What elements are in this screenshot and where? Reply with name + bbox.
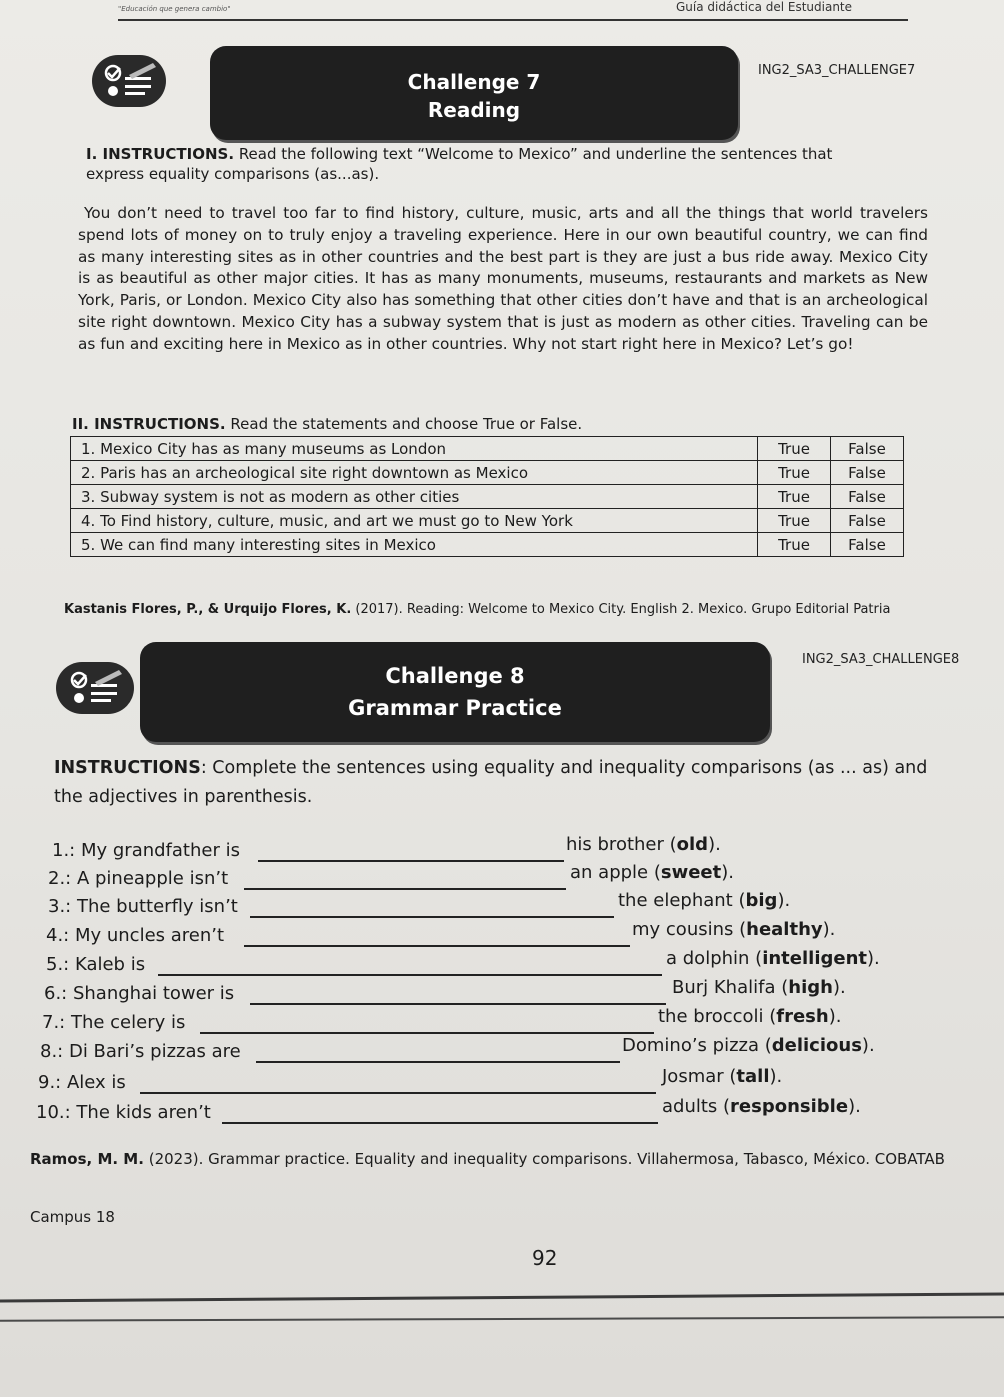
sentence-end <box>570 862 734 883</box>
sentence-start: 10.: The kids aren’t <box>36 1102 211 1123</box>
challenge8-instructions <box>54 754 944 812</box>
citation8-authors: Ramos, M. M. <box>30 1150 144 1168</box>
statement-text: 4. To Find history, culture, music, and art we must go to New York <box>71 509 758 533</box>
adjective: big <box>745 890 778 911</box>
false-option[interactable]: False <box>831 485 904 509</box>
adjective: old <box>676 834 709 855</box>
challenge8-subtitle: Grammar Practice <box>348 696 562 720</box>
sentence-close: ). <box>848 1096 861 1117</box>
answer-blank[interactable] <box>244 945 630 947</box>
answer-blank[interactable] <box>256 1061 620 1063</box>
citation8-campus: Campus 18 <box>30 1208 115 1226</box>
false-option[interactable]: False <box>831 533 904 557</box>
sentence-close: ). <box>828 1006 842 1027</box>
sentence-end <box>618 890 790 911</box>
instructions8-text: : Complete the sentences using equality and inequality comparisons (as ... as) and the adjectives in parenthesis. <box>54 758 928 807</box>
statement-text: 3. Subway system is not as modern as other cities <box>71 485 758 509</box>
sentence-start: 7.: The celery is <box>42 1012 186 1033</box>
footer-rule-2 <box>0 1316 1004 1322</box>
reading-passage: You don’t need to travel too far to find history, culture, music, arts and all the things that world travelers spend lots of money on to truly enjoy a traveling experience. Here in our own beautiful country, we can find as many interesting sites as in other countries and the best part is they are just a bus ride away. Mexico City is as beautiful as other major cities. It has as many monuments, museums, restaurants and markets as New York, Paris, or London. Mexico City also has something that other cities don’t have and that is an archeological site right downtown. Mexico City has a subway system that is just as modern as other cities. Traveling can be as fun and exciting here in Mexico as in other countries. Why not start right here in Mexico? Let’s go! <box>78 204 928 353</box>
sentence-end <box>662 1066 782 1087</box>
challenge8-code: ING2_SA3_CHALLENGE8 <box>802 652 960 667</box>
sentence-close: ). <box>708 834 721 855</box>
true-option[interactable]: True <box>758 509 831 533</box>
instructions2-label: II. INSTRUCTIONS. <box>72 415 226 433</box>
adjective: intelligent <box>762 948 868 969</box>
challenge7-subtitle: Reading <box>427 98 521 122</box>
true-option[interactable]: True <box>758 437 831 461</box>
false-option[interactable]: False <box>831 437 904 461</box>
challenge8-banner <box>140 642 770 742</box>
sentence-end-text: adults ( <box>662 1096 731 1117</box>
page-number: 92 <box>532 1246 558 1270</box>
false-option[interactable]: False <box>831 509 904 533</box>
sentence-close: ). <box>769 1066 783 1087</box>
sentence-end-text: Burj Khalifa ( <box>672 977 789 998</box>
header-motto: "Educación que genera cambio" <box>118 5 231 13</box>
header-guide-title: Guía didáctica del Estudiante <box>676 0 853 14</box>
statement-row <box>71 461 904 485</box>
sentence-end-text: a dolphin ( <box>666 948 763 969</box>
statement-text: 5. We can find many interesting sites in Mexico <box>71 533 758 557</box>
adjective: responsible <box>730 1096 849 1117</box>
citation8-rest: (2023). Grammar practice. Equality and inequality comparisons. Villahermosa, Tabasco, México. COBATAB <box>148 1150 945 1168</box>
instructions-label: I. INSTRUCTIONS. <box>86 145 235 163</box>
adjective: healthy <box>746 919 823 940</box>
sentence-end <box>632 919 835 940</box>
sentence-end <box>566 834 721 855</box>
true-option[interactable]: True <box>758 461 831 485</box>
checklist-pencil-icon <box>65 668 125 708</box>
adjective: sweet <box>660 862 722 883</box>
true-option[interactable]: True <box>758 485 831 509</box>
adjective: tall <box>736 1066 770 1087</box>
challenge7-instructions2 <box>72 414 872 434</box>
answer-blank[interactable] <box>158 974 662 976</box>
sentence-end <box>658 1006 841 1027</box>
sentence-close: ). <box>822 919 836 940</box>
sentence-start: 6.: Shanghai tower is <box>44 983 235 1004</box>
sentence-start: 4.: My uncles aren’t <box>46 925 225 946</box>
statement-row <box>71 437 904 461</box>
sentence-start: 1.: My grandfather is <box>52 840 240 861</box>
instructions-text: Read the following text “Welcome to Mexico” and underline the sentences that express equality comparisons (as...as). <box>86 145 833 183</box>
sentence-close: ). <box>832 977 846 998</box>
challenge7-citation <box>64 602 944 617</box>
sentence-close: ). <box>777 890 791 911</box>
instructions2-text: Read the statements and choose True or False. <box>230 415 583 433</box>
statement-row <box>71 533 904 557</box>
checklist-badge-7 <box>92 55 166 107</box>
instructions8-label: INSTRUCTIONS <box>54 758 201 778</box>
statement-text: 1. Mexico City has as many museums as London <box>71 437 758 461</box>
challenge7-title: Challenge 7 <box>407 70 541 94</box>
answer-blank[interactable] <box>244 888 566 890</box>
adjective: delicious <box>771 1035 862 1056</box>
challenge8-title: Challenge 8 <box>385 664 525 688</box>
statement-text: 2. Paris has an archeological site right downtown as Mexico <box>71 461 758 485</box>
sentence-end-text: an apple ( <box>570 862 661 883</box>
true-option[interactable]: True <box>758 533 831 557</box>
checklist-badge-8 <box>56 662 134 714</box>
sentence-end-text: my cousins ( <box>632 919 747 940</box>
adjective: fresh <box>776 1006 829 1027</box>
sentence-end-text: Domino’s pizza ( <box>622 1035 772 1056</box>
citation7-authors: Kastanis Flores, P., & Urquijo Flores, K. <box>64 602 352 617</box>
sentence-end-text: the elephant ( <box>618 890 746 911</box>
statement-row <box>71 485 904 509</box>
sentence-close: ). <box>861 1035 875 1056</box>
challenge7-instructions <box>86 144 876 184</box>
sentence-end-text: Josmar ( <box>662 1066 737 1087</box>
sentence-start: 8.: Di Bari’s pizzas are <box>40 1041 241 1062</box>
answer-blank[interactable] <box>258 860 564 862</box>
sentence-end <box>672 977 846 998</box>
header-divider <box>118 19 908 21</box>
checklist-pencil-icon <box>99 61 159 101</box>
citation7-rest: (2017). Reading: Welcome to Mexico City. English 2. Mexico. Grupo Editorial Patria <box>355 602 891 617</box>
sentence-end-text: the broccoli ( <box>658 1006 777 1027</box>
sentence-start: 5.: Kaleb is <box>46 954 146 975</box>
challenge7-banner <box>210 46 738 140</box>
sentence-close: ). <box>867 948 880 969</box>
answer-blank[interactable] <box>222 1122 658 1124</box>
sentence-start: 2.: A pineapple isn’t <box>48 868 229 889</box>
sentence-close: ). <box>721 862 734 883</box>
statement-row <box>71 509 904 533</box>
footer-rule-1 <box>0 1292 1004 1302</box>
sentence-start: 9.: Alex is <box>38 1072 126 1093</box>
answer-blank[interactable] <box>250 916 614 918</box>
sentence-end <box>662 1096 861 1117</box>
answer-blank[interactable] <box>140 1092 656 1094</box>
sentence-start: 3.: The butterfly isn’t <box>48 896 238 917</box>
adjective: high <box>788 977 833 998</box>
answer-blank[interactable] <box>250 1003 666 1005</box>
challenge7-code: ING2_SA3_CHALLENGE7 <box>758 63 916 78</box>
answer-blank[interactable] <box>200 1032 654 1034</box>
sentence-end <box>666 948 880 969</box>
sentence-end <box>622 1035 875 1056</box>
false-option[interactable]: False <box>831 461 904 485</box>
challenge8-citation <box>30 1150 970 1168</box>
true-false-table <box>70 436 904 557</box>
sentence-end-text: his brother ( <box>566 834 677 855</box>
